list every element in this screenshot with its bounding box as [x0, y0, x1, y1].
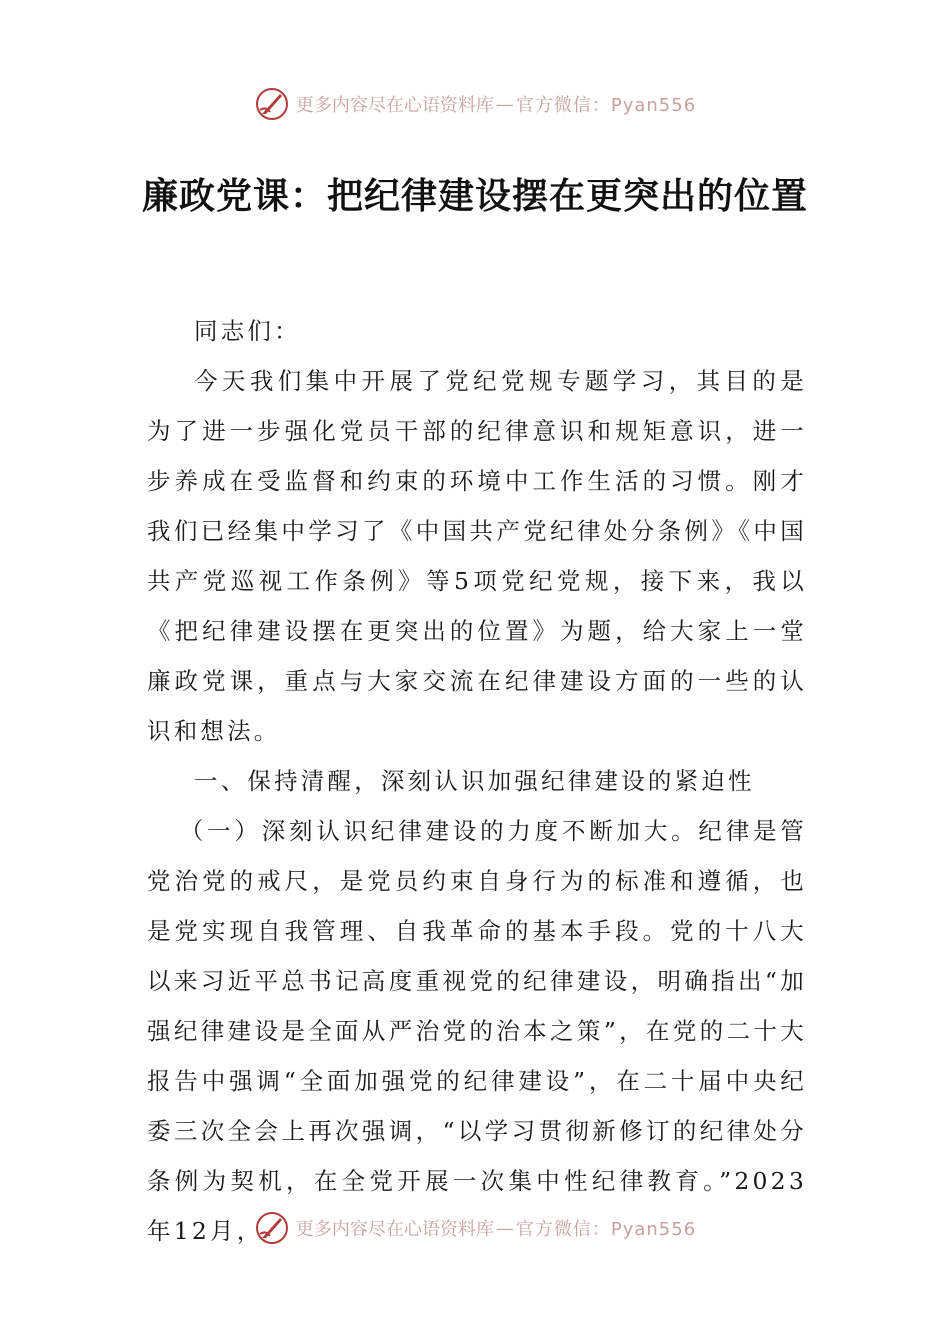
footer-banner — [0, 1208, 950, 1248]
banner-wechat: 官方微信：Pyan556 — [515, 95, 697, 116]
document-title: 廉政党课：把纪律建设摆在更突出的位置 — [141, 175, 808, 217]
paragraph-section-1: （一）深刻认识纪律建设的力度不断加大。纪律是管党治党的戒尺，是党员约束自身行为的标准和遵循，也是党实现自我管理、自我革命的基本手段。党的十八大以来习近平总书记高度重视党的纪律建设，明确指出“加强纪律建设是全面从严治党的治本之策”，在党的二十大报告中强调“全面加强党的纪律建设”，在二十届中央纪委三次全会上再次强调，“以学习贯彻新修订的纪律处分条例为契机，在全党开展一次集中性纪律教育。”2023年12月， — [147, 817, 807, 1245]
section-heading: 一、保持清醒，深刻认识加强纪律建设的紧迫性 — [194, 767, 755, 795]
quill-logo-icon — [254, 86, 290, 122]
banner-dash: — — [495, 93, 514, 115]
banner-dash: — — [495, 1217, 514, 1239]
quill-logo-icon — [254, 1210, 290, 1246]
banner-wechat: 官方微信：Pyan556 — [515, 1219, 697, 1240]
paragraph-greeting: 同志们： — [194, 317, 301, 345]
banner-text: 更多内容尽在心语资料库 — [295, 95, 494, 116]
paragraph-intro: 今天我们集中开展了党纪党规专题学习，其目的是为了进一步强化党员干部的纪律意识和规矩意识，进一步养成在受监督和约束的环境中工作生活的习惯。刚才我们已经集中学习了《中国共产党纪律处分条例》《中国共产党巡视工作条例》等5项党纪党规，接下来，我以《把纪律建设摆在更突出的位置》为题，给大家上一堂廉政党课，重点与大家交流在纪律建设方面的一些的认识和想法。 — [147, 367, 807, 745]
banner-text: 更多内容尽在心语资料库 — [295, 1219, 494, 1240]
header-banner — [0, 84, 950, 124]
document-body — [147, 306, 807, 1256]
